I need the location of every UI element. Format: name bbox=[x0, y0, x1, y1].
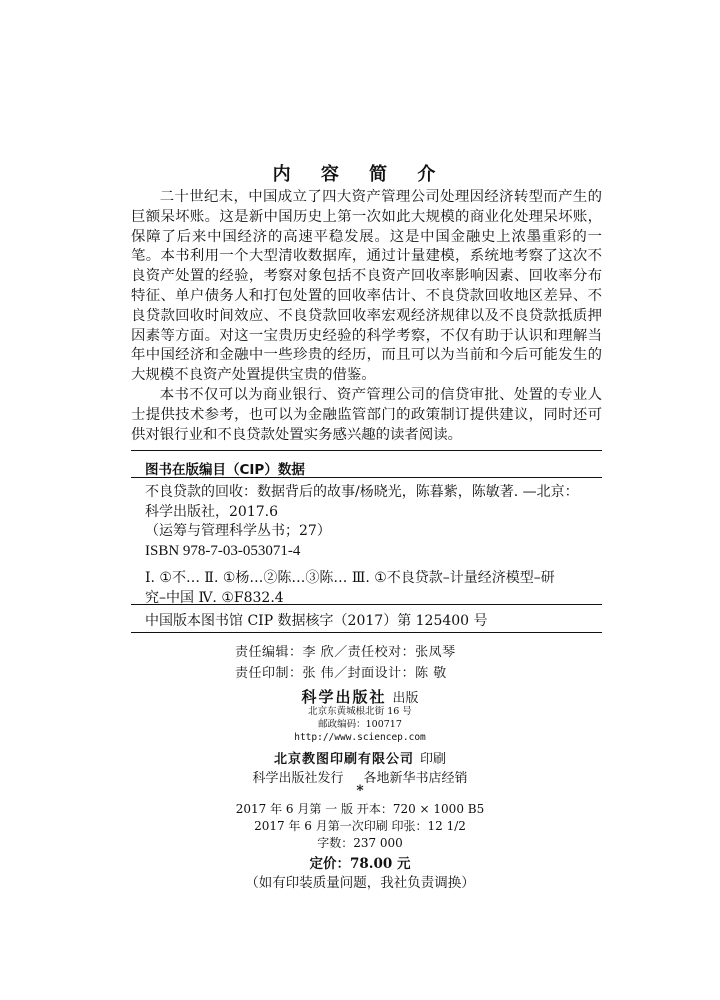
page-title: 内 容 简 介 bbox=[272, 164, 448, 185]
separator-star: * bbox=[356, 783, 364, 799]
publisher-postcode: 邮政编码：100717 bbox=[318, 719, 402, 730]
cip-series-line: （运筹与管理科学丛书；27） bbox=[145, 523, 331, 539]
distribution-seller: 各地新华书店经销 bbox=[363, 771, 468, 786]
publisher-name: 科学出版社 bbox=[301, 688, 387, 706]
printer-line bbox=[0, 748, 720, 767]
cip-title-line: 不良贷款的回收：数据背后的故事/杨晓光，陈暮紫，陈敏著. —北京： bbox=[145, 484, 579, 500]
cip-class-line-2: 究–中国 Ⅳ. ①F832.4 bbox=[145, 589, 284, 606]
staff-line-2: 责任印制：张 伟／封面设计：陈 敬 bbox=[235, 666, 447, 681]
divider-top bbox=[131, 450, 602, 451]
cip-number: 中国版本图书馆 CIP 数据核字（2017）第 125400 号 bbox=[145, 613, 488, 629]
cip-isbn-line: ISBN 978-7-03-053071-4 bbox=[145, 542, 301, 559]
edition-line-3: 字数：237 000 bbox=[317, 836, 403, 850]
summary-paragraph-1: 二十世纪末，中国成立了四大资产管理公司处理因经济转型而产生的巨额呆坏账。这是新中国历史上第一次如此大规模的商业化处理呆坏账，保障了后来中国经济的高速平稳发展。这是中国金融史上浓墨重彩的一笔。本书利用一个大型清收数据库，通过计量建模，系统地考察了这次不良资产处置的经验，考察对象包括不良资产回收率影响因素、回收率分布特征、单户债务人和打包处置的回收率估计、不良贷款回收地区差异、不良贷款回收时间效应、不良贷款回收率宏观经济规律以及不良贷款抵质押因素等方面。对这一宝贵历史经验的科学考察，不仅有助于认识和理解当年中国经济和金融中一些珍贵的经历，而且可以为当前和今后可能发生的大规模不良资产处置提供宝贵的借鉴。 bbox=[131, 189, 602, 384]
divider-cip bbox=[131, 477, 602, 478]
divider-cip-footer bbox=[131, 604, 602, 605]
edition-line-2: 2017 年 6 月第一次印刷 印张：12 1/2 bbox=[254, 819, 466, 833]
edition-line-1: 2017 年 6 月第 一 版 开本：720 × 1000 B5 bbox=[235, 802, 485, 816]
quality-note: （如有印装质量问题，我社负责调换） bbox=[245, 875, 475, 891]
cip-class-line-1: Ⅰ. ①不… Ⅱ. ①杨…②陈…③陈… Ⅲ. ①不良贷款–计量经济模型–研 bbox=[145, 570, 555, 586]
publisher-address: 北京东黄城根北街 16 号 bbox=[308, 706, 412, 717]
publisher-line bbox=[0, 686, 720, 707]
cip-publisher-line: 科学出版社，2017.6 bbox=[145, 503, 278, 520]
printer-name: 北京教图印刷有限公司 bbox=[273, 752, 414, 767]
publisher-website: http://www.sciencep.com bbox=[294, 732, 426, 743]
printer-suffix: 印刷 bbox=[420, 752, 447, 767]
distribution-issuer: 科学出版社发行 bbox=[252, 771, 344, 786]
price-label: 定价：78.00 元 bbox=[309, 856, 411, 872]
cip-heading: 图书在版编目（CIP）数据 bbox=[145, 462, 305, 478]
summary-paragraph-2: 本书不仅可以为商业银行、资产管理公司的信贷审批、处置的专业人士提供技术参考，也可以为金融监管部门的政策制订提供建议，同时还可供对银行业和不良贷款处置实务感兴趣的读者阅读。 bbox=[131, 386, 602, 443]
publisher-suffix: 出版 bbox=[392, 691, 419, 706]
staff-line-1: 责任编辑：李 欣／责任校对：张凤琴 bbox=[235, 645, 456, 660]
cip-record bbox=[145, 483, 595, 608]
summary-text bbox=[131, 188, 602, 445]
divider-bottom bbox=[131, 632, 602, 633]
cip-gap bbox=[145, 561, 595, 569]
